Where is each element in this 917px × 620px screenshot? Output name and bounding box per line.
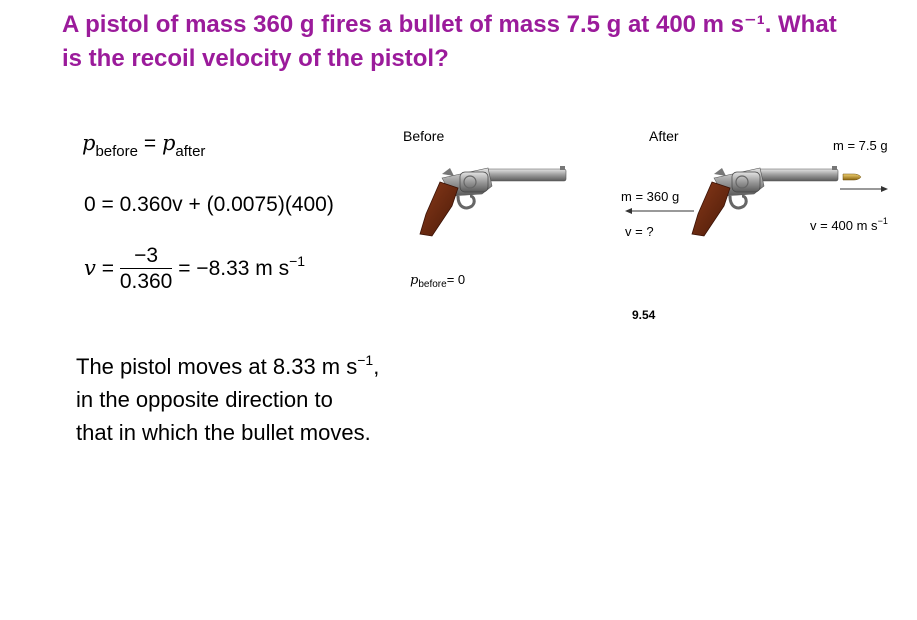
subscript-after: after bbox=[175, 143, 206, 160]
fraction bbox=[120, 244, 173, 295]
substitution-equation: 0 = 0.360v + (0.0075)(400) bbox=[84, 193, 334, 216]
conclusion-text bbox=[76, 344, 379, 449]
equals-sign: = bbox=[95, 257, 120, 281]
figure-number: 9.54 bbox=[632, 308, 656, 322]
pistol-velocity-label: v = ? bbox=[625, 224, 654, 239]
bullet-icon bbox=[842, 172, 862, 182]
bullet-velocity-text: v = 400 m s bbox=[810, 218, 878, 233]
bullet-mass-label: m = 7.5 g bbox=[833, 138, 888, 153]
p-before-subscript: before bbox=[418, 279, 447, 290]
momentum-symbol-before: p bbox=[82, 131, 96, 155]
subscript-before: before bbox=[95, 143, 138, 160]
bullet-velocity-exponent: −1 bbox=[877, 216, 888, 226]
pistol-after-icon bbox=[690, 160, 842, 240]
velocity-variable: v bbox=[84, 256, 96, 281]
bullet-arrow-icon bbox=[838, 183, 890, 195]
fraction-denominator: 0.360 bbox=[119, 270, 173, 293]
solution-result: = −8.33 m s bbox=[172, 257, 290, 281]
recoil-arrow-icon bbox=[624, 205, 696, 217]
p-symbol: p bbox=[410, 273, 419, 288]
question-heading: A pistol of mass 360 g fires a bullet of mass 7.5 g at 400 m s⁻¹. What is the recoil velocity of the pistol? bbox=[62, 11, 837, 72]
momentum-symbol-after: p bbox=[161, 131, 176, 155]
momentum-conservation-equation bbox=[82, 130, 205, 165]
solution-equation bbox=[84, 244, 305, 295]
after-label: After bbox=[649, 128, 679, 144]
fraction-numerator: −3 bbox=[120, 244, 173, 269]
conclusion-line-2: in the opposite direction to bbox=[76, 387, 333, 412]
p-before-value: = 0 bbox=[446, 272, 466, 287]
conclusion-exponent: −1 bbox=[357, 352, 374, 368]
conclusion-comma: , bbox=[373, 354, 380, 379]
pistol-before-icon bbox=[418, 160, 570, 240]
before-label: Before bbox=[403, 128, 445, 144]
conclusion-line-3: that in which the bullet moves. bbox=[76, 420, 371, 445]
equals-sign: = bbox=[138, 132, 162, 155]
conclusion-line-1-text: The pistol moves at 8.33 m s bbox=[76, 354, 358, 379]
p-before-label bbox=[410, 272, 465, 290]
pistol-mass-label: m = 360 g bbox=[621, 189, 680, 204]
conclusion-line-1 bbox=[76, 344, 379, 383]
result-exponent: −1 bbox=[289, 253, 306, 270]
